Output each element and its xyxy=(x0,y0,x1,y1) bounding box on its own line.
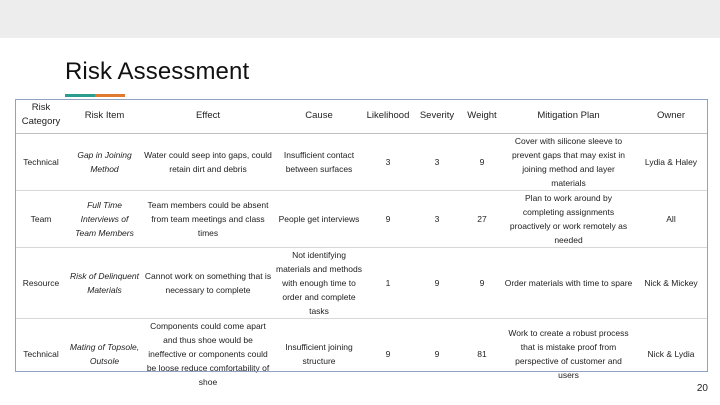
cell-severity: 3 xyxy=(434,214,440,224)
cell-category: Technical xyxy=(23,157,59,167)
cell-risk-item: Risk of Delinquent Materials xyxy=(70,271,139,295)
cell-effect: Cannot work on something that is necessary to complete xyxy=(144,271,272,295)
cell-weight: 9 xyxy=(479,278,485,288)
cell-mitigation: Order materials with time to spare xyxy=(504,278,633,288)
cell-risk-item: Full Time Interviews of Team Members xyxy=(75,200,134,238)
table-header-row xyxy=(15,99,707,134)
cell-effect: Components could come apart and thus shoe would be ineffective or components could be loose reduce comfortability of shoe xyxy=(146,321,270,387)
cell-severity: 3 xyxy=(434,157,440,167)
table-row xyxy=(15,248,707,319)
cell-risk-item: Gap in Joining Method xyxy=(77,150,132,174)
table-row xyxy=(15,319,707,390)
table-row xyxy=(15,191,707,248)
header-cause: Cause xyxy=(274,99,364,134)
header-effect: Effect xyxy=(142,99,274,134)
cell-likelihood: 3 xyxy=(385,157,391,167)
cell-likelihood: 1 xyxy=(385,278,391,288)
cell-mitigation: Cover with silicone sleeve to prevent gaps that may exist in joining method and layer materials xyxy=(512,136,625,188)
cell-category: Resource xyxy=(22,278,60,288)
cell-severity: 9 xyxy=(434,349,440,359)
cell-mitigation: Plan to work around by completing assignments proactively or work remotely as needed xyxy=(509,193,628,245)
cell-owner: Nick & Mickey xyxy=(644,278,698,288)
cell-weight: 9 xyxy=(479,157,485,167)
header-owner: Owner xyxy=(635,99,707,134)
cell-mitigation: Work to create a robust process that is mistake proof from perspective of customer and users xyxy=(508,328,629,380)
header-likelihood: Likelihood xyxy=(364,99,412,134)
cell-cause: People get interviews xyxy=(278,214,360,224)
cell-category: Technical xyxy=(23,349,59,359)
cell-category: Team xyxy=(30,214,52,224)
header-severity: Severity xyxy=(412,99,462,134)
cell-cause: Not identifying materials and methods with enough time to order and complete tasks xyxy=(276,250,362,316)
cell-likelihood: 9 xyxy=(385,214,391,224)
header-mitigation-plan: Mitigation Plan xyxy=(502,99,635,134)
cell-effect: Water could seep into gaps, could retain dirt and debris xyxy=(144,150,272,174)
cell-severity: 9 xyxy=(434,278,440,288)
cell-owner: Lydia & Haley xyxy=(644,157,698,167)
header-risk-category: Risk Category xyxy=(15,99,67,134)
header-risk-item: Risk Item xyxy=(67,99,142,134)
top-band xyxy=(0,0,720,38)
cell-likelihood: 9 xyxy=(385,349,391,359)
cell-effect: Team members could be absent from team meetings and class times xyxy=(147,200,269,238)
cell-owner: Nick & Lydia xyxy=(647,349,695,359)
cell-cause: Insufficient contact between surfaces xyxy=(283,150,355,174)
cell-owner: All xyxy=(666,214,676,224)
title-accent-teal xyxy=(65,94,95,97)
cell-weight: 27 xyxy=(477,214,487,224)
header-weight: Weight xyxy=(462,99,502,134)
table-row xyxy=(15,134,707,191)
slide-title: Risk Assessment xyxy=(65,58,250,85)
title-accent-orange xyxy=(95,94,125,97)
cell-risk-item: Mating of Topsole, Outsole xyxy=(69,342,140,366)
cell-weight: 81 xyxy=(477,349,487,359)
risk-assessment-table xyxy=(15,99,707,389)
cell-cause: Insufficient joining structure xyxy=(285,342,353,366)
page-number: 20 xyxy=(696,383,708,394)
